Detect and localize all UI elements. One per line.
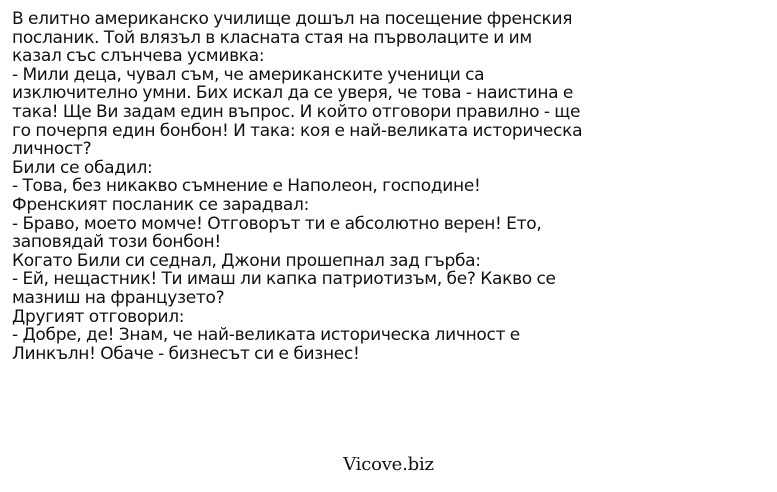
joke-text <box>12 10 772 363</box>
joke-line: - Браво, моето момче! Отговорът ти е абсолютно верен! Ето, <box>12 213 542 234</box>
joke-line: - Ей, нещастник! Ти имаш ли капка патриотизъм, бе? Какво се <box>12 269 556 290</box>
site-watermark: Vicove.biz <box>343 454 434 475</box>
joke-line: заповядай този бонбон! <box>12 232 221 253</box>
joke-line: казал със слънчева усмивка: <box>12 46 265 67</box>
joke-line: - Мили деца, чувал съм, че американските ученици са <box>12 64 485 85</box>
joke-line: - Добре, де! Знам, че най-великата историческа личност е <box>12 325 520 346</box>
joke-line: Другият отговорил: <box>12 306 185 327</box>
joke-line: Когато Били си седнал, Джони прошепнал зад гърба: <box>12 250 481 271</box>
joke-line: - Това, без никакво съмнение е Наполеон, господине! <box>12 176 481 197</box>
joke-line: Френският посланик се зарадвал: <box>12 194 310 215</box>
joke-line: посланик. Той влязъл в класната стая на първолаците и им <box>12 27 532 48</box>
joke-line: мазниш на французето? <box>12 287 225 308</box>
joke-line: изключително умни. Бих искал да се уверя, че това - наистина е <box>12 83 574 104</box>
joke-line: Линкълн! Обаче - бизнесът си е бизнес! <box>12 343 360 364</box>
joke-line: В елитно американско училище дошъл на посещение френския <box>12 9 573 29</box>
joke-line: Били се обадил: <box>12 157 153 178</box>
joke-line: личност? <box>12 139 92 160</box>
joke-line: така! Ще Ви задам един въпрос. И който отговори правилно - ще <box>12 101 581 122</box>
joke-line: го почерпя един бонбон! И така: коя е най-великата историческа <box>12 120 583 141</box>
